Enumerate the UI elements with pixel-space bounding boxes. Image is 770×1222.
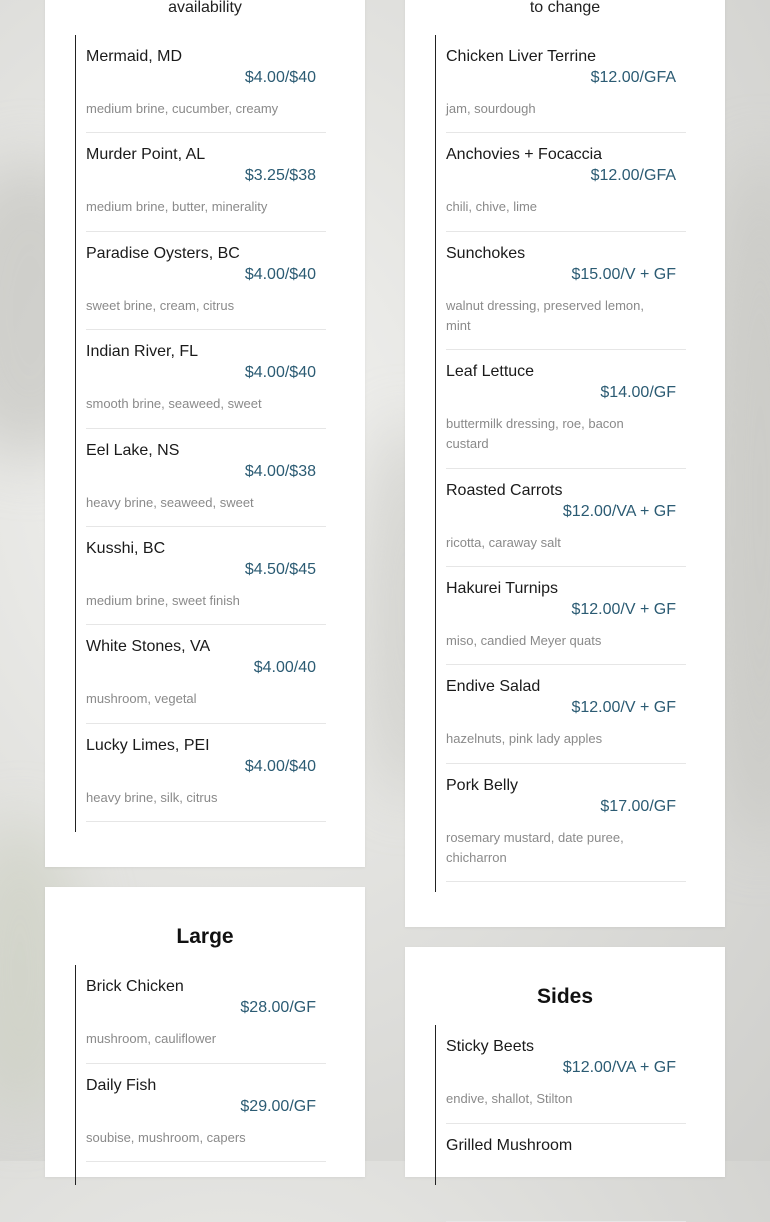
item-list xyxy=(435,1025,686,1185)
menu-item-description: heavy brine, silk, citrus xyxy=(86,790,218,805)
menu-item-description: mushroom, cauliflower xyxy=(86,1031,217,1046)
menu-item xyxy=(86,527,326,625)
menu-item-name: Roasted Carrots xyxy=(446,482,563,499)
menu-item xyxy=(446,764,686,882)
menu-item-price: $12.00/VA + GF xyxy=(562,1059,676,1076)
menu-item-price: $12.00/GFA xyxy=(590,167,676,184)
menu-item xyxy=(86,625,326,724)
menu-item-price: $4.00/$40 xyxy=(244,69,316,86)
menu-card-oysters xyxy=(45,0,365,867)
menu-item-name: Kusshi, BC xyxy=(86,540,166,557)
menu-item-description: soubise, mushroom, capers xyxy=(86,1130,246,1145)
menu-item-description: buttermilk dressing, roe, bacon custard xyxy=(446,416,624,451)
menu-item xyxy=(86,965,326,1064)
item-list xyxy=(75,35,326,832)
menu-item-name: White Stones, VA xyxy=(86,638,211,655)
menu-item-name: Pork Belly xyxy=(446,777,519,794)
menu-item-price: $12.00/V + GF xyxy=(571,601,676,618)
menu-item-description: smooth brine, seaweed, sweet xyxy=(86,396,262,411)
menu-item xyxy=(446,232,686,350)
menu-card-sides xyxy=(405,947,725,1177)
menu-card-small-plates xyxy=(405,0,725,927)
menu-item-name: Indian River, FL xyxy=(86,343,199,360)
menu-item-price: $28.00/GF xyxy=(240,999,316,1016)
menu-item-price: $4.00/$40 xyxy=(244,266,316,283)
menu-item xyxy=(86,1064,326,1162)
menu-item-price: $29.00/GF xyxy=(240,1098,316,1115)
menu-item xyxy=(446,567,686,665)
menu-item-description: jam, sourdough xyxy=(446,101,536,116)
menu-item xyxy=(86,35,326,133)
menu-item-price: $4.00/$40 xyxy=(244,758,316,775)
menu-item-price: $12.00/V + GF xyxy=(571,699,676,716)
menu-item xyxy=(446,1025,686,1124)
menu-item-description: miso, candied Meyer quats xyxy=(446,633,602,648)
menu-item-name: Chicken Liver Terrine xyxy=(446,48,596,65)
menu-item-price: $17.00/GF xyxy=(600,798,676,815)
menu-item-name: Sunchokes xyxy=(446,245,526,262)
menu-item xyxy=(86,133,326,232)
item-list xyxy=(75,965,326,1185)
menu-item xyxy=(446,469,686,567)
menu-item xyxy=(86,429,326,527)
menu-item-name: Lucky Limes, PEI xyxy=(86,737,210,754)
menu-item-name: Endive Salad xyxy=(446,678,541,695)
menu-item-name: Grilled Mushroom xyxy=(446,1137,573,1154)
menu-item-name: Daily Fish xyxy=(86,1077,157,1094)
menu-item-name: Murder Point, AL xyxy=(86,146,206,163)
menu-item-price: $4.50/$45 xyxy=(244,561,316,578)
menu-item-price: $4.00/$40 xyxy=(244,364,316,381)
menu-item-description: mushroom, vegetal xyxy=(86,691,197,706)
menu-item-name: Eel Lake, NS xyxy=(86,442,180,459)
card-title: to change xyxy=(529,0,601,16)
menu-item-price: $14.00/GF xyxy=(600,384,676,401)
section-heading: Large xyxy=(176,925,234,948)
menu-item xyxy=(446,133,686,232)
menu-item xyxy=(446,350,686,469)
menu-item-description: walnut dressing, preserved lemon, mint xyxy=(446,298,644,333)
menu-item xyxy=(86,232,326,330)
menu-item-description: medium brine, sweet finish xyxy=(86,593,240,608)
menu-item-price: $4.00/$38 xyxy=(244,463,316,480)
menu-item-description: medium brine, cucumber, creamy xyxy=(86,101,279,116)
menu-item-description: medium brine, butter, minerality xyxy=(86,199,268,214)
menu-item-name: Sticky Beets xyxy=(446,1038,535,1055)
menu-item-description: sweet brine, cream, citrus xyxy=(86,298,235,313)
menu-item xyxy=(446,1124,686,1222)
menu-item xyxy=(86,330,326,429)
menu-item-name: Anchovies + Focaccia xyxy=(446,146,603,163)
menu-item xyxy=(446,665,686,764)
menu-item-description: chili, chive, lime xyxy=(446,199,538,214)
menu-item-name: Hakurei Turnips xyxy=(446,580,559,597)
menu-item-price: $3.25/$38 xyxy=(244,167,316,184)
menu-item-name: Brick Chicken xyxy=(86,978,184,995)
menu-item-price: $12.00/VA + GF xyxy=(562,503,676,520)
menu-item-price: $4.00/40 xyxy=(253,659,316,676)
menu-item-description: endive, shallot, Stilton xyxy=(446,1091,573,1106)
menu-item-description: ricotta, caraway salt xyxy=(446,535,561,550)
menu-item xyxy=(446,35,686,133)
section-heading: Sides xyxy=(536,985,594,1008)
menu-card-large xyxy=(45,887,365,1177)
menu-item-price: $15.00/V + GF xyxy=(571,266,676,283)
menu-item-price: $12.00/GFA xyxy=(590,69,676,86)
menu-item-name: Leaf Lettuce xyxy=(446,363,535,380)
card-title: availability xyxy=(168,0,242,16)
menu-item-name: Paradise Oysters, BC xyxy=(86,245,240,262)
menu-item-description: rosemary mustard, date puree, chicharron xyxy=(446,830,624,865)
menu-item-description: hazelnuts, pink lady apples xyxy=(446,731,603,746)
menu-item-description: heavy brine, seaweed, sweet xyxy=(86,495,254,510)
item-list xyxy=(435,35,686,892)
menu-item xyxy=(86,724,326,822)
menu-item-name: Mermaid, MD xyxy=(86,48,183,65)
